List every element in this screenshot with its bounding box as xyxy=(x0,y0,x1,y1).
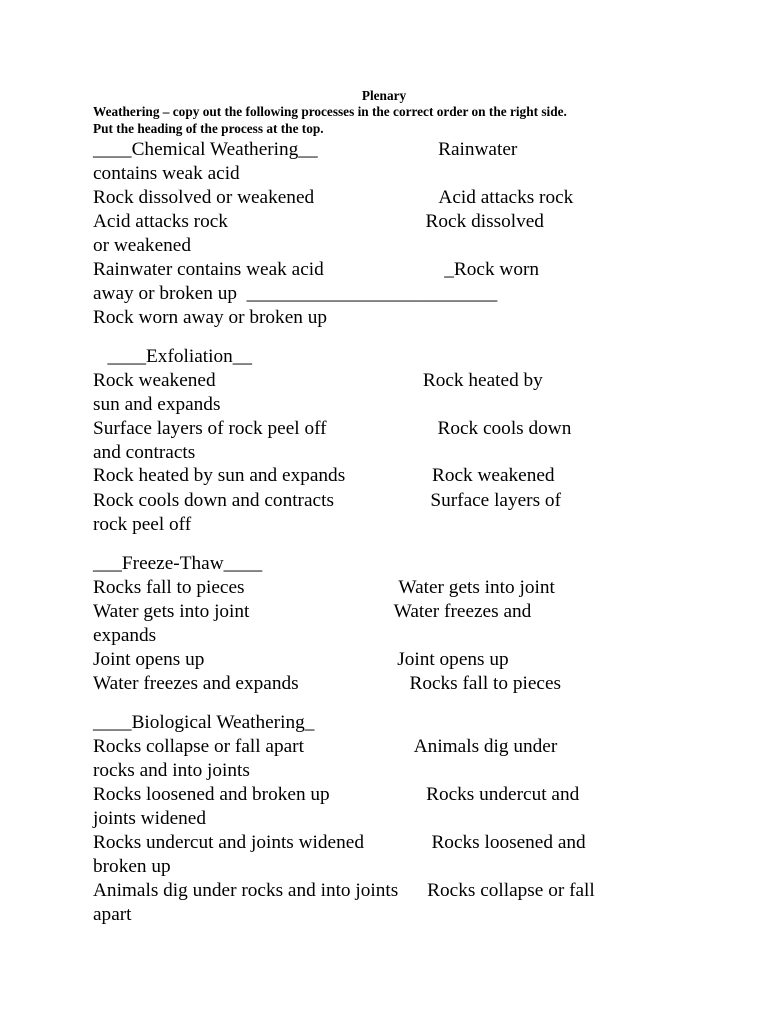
text-line: Water gets into joint Water freezes and xyxy=(93,601,532,622)
text-line: apart xyxy=(93,904,132,925)
section-heading-exfoliation: ____Exfoliation__ xyxy=(93,346,253,367)
text-line: and contracts xyxy=(93,442,196,463)
text-line: Rocks collapse or fall apart Animals dig under xyxy=(93,736,558,757)
section-heading-freeze-thaw: ___Freeze-Thaw____ xyxy=(93,553,263,574)
text-line: broken up xyxy=(93,856,171,877)
text-line: Rainwater contains weak acid _Rock worn xyxy=(93,259,540,280)
section-heading-biological-weathering: ____Biological Weathering_ xyxy=(93,712,315,733)
instruction-line: Put the heading of the process at the top. xyxy=(93,121,324,136)
text-line: Animals dig under rocks and into joints Rocks collapse or fall xyxy=(93,880,595,901)
text-line: expands xyxy=(93,625,157,646)
text-line: joints widened xyxy=(93,808,206,829)
text-line: rocks and into joints xyxy=(93,760,250,781)
text-line: Joint opens up Joint opens up xyxy=(93,649,509,670)
text-line: Rock heated by sun and expands Rock weakened xyxy=(93,465,555,486)
text-line: Rock cools down and contracts Surface layers of xyxy=(93,490,561,511)
text-line: sun and expands xyxy=(93,394,221,415)
section-heading-chemical-weathering: ____Chemical Weathering__ Rainwater xyxy=(93,139,518,160)
text-line: Surface layers of rock peel off Rock cools down xyxy=(93,418,572,439)
text-line: Rocks undercut and joints widened Rocks loosened and xyxy=(93,832,586,853)
text-line: Acid attacks rock Rock dissolved xyxy=(93,211,544,232)
text-line: contains weak acid xyxy=(93,163,240,184)
text-line: Rocks loosened and broken up Rocks undercut and xyxy=(93,784,580,805)
text-line: Rocks fall to pieces Water gets into joint xyxy=(93,577,555,598)
page-title: Plenary xyxy=(361,88,407,103)
text-line: away or broken up __________________________ xyxy=(93,283,498,304)
text-line: Rock dissolved or weakened Acid attacks rock xyxy=(93,187,574,208)
instruction-line: Weathering – copy out the following processes in the correct order on the right side. xyxy=(93,104,567,119)
text-line: rock peel off xyxy=(93,514,192,535)
text-line: Water freezes and expands Rocks fall to pieces xyxy=(93,673,562,694)
text-line: Rock worn away or broken up xyxy=(93,307,327,328)
text-line: or weakened xyxy=(93,235,191,256)
text-line: Rock weakened Rock heated by xyxy=(93,370,543,391)
